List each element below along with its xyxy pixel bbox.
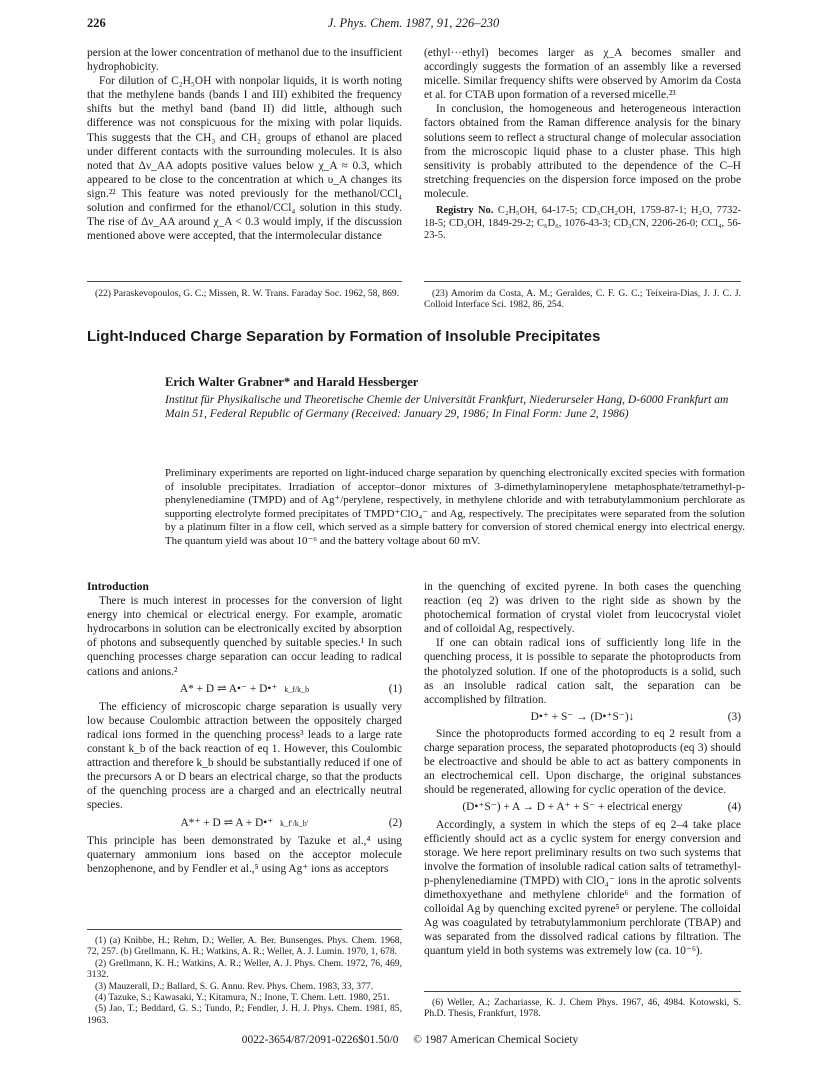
body-paragraph: persion at the lower concentration of methanol due to the insufficient hydrophobicity. <box>87 47 402 74</box>
footnote: (5) Jao, T.; Beddard, G. S.; Tundo, P.; Fendler, J. H. J. Phys. Chem. 1981, 85, 1963. <box>87 1003 402 1026</box>
body-paragraph: The efficiency of microscopic charge separation is usually very low because Coulombic attraction between the oppositely charged radical ions formed in the quenching process³ leads to a large rate constant k_b of the back reaction of eq 1. However, this Coulombic attraction and therefore k_b should be substantially reduced if one of the precursors A or D bears an electrical charge, so that the products of the quenching process are a charged and an electrically neutral species. <box>87 700 402 812</box>
body-paragraph: In conclusion, the homogeneous and heterogeneous interaction factors obtained from the Raman difference analysis for the binary solutions seem to reflect a structural change of molecular association from the microscopic liquid phase to a cluster phase. This high sensitivity is probably attributed to the dependence of the C–H stretching frequencies on the dispersion force imposed on the probe molecule. <box>424 103 741 200</box>
footnote: (1) (a) Knibbe, H.; Rehm, D.; Weller, A. Ber. Bunsenges. Phys. Chem. 1968, 72, 257. (b) Grellmann, K. H.; Watkins, A. R.; Weller, A. J. Lumin. 1970, 1, 678. <box>87 935 402 958</box>
article-authors: Erich Walter Grabner* and Harald Hessberger <box>165 375 419 389</box>
copyright: © 1987 American Chemical Society <box>413 1034 579 1046</box>
intro-left-column <box>87 580 402 876</box>
rate-constants: k_f′/k_b′ <box>280 818 309 828</box>
prev-article-left-column <box>87 46 402 243</box>
footnote: (4) Tazuke, S.; Kawasaki, Y.; Kitamura, N.; Inone, T. Chem. Lett. 1980, 251. <box>95 992 390 1004</box>
equation-1-number: (1) <box>388 683 402 696</box>
footnote: (2) Grellmann, K. H.; Watkins, A. R.; Weller, A. J. Phys. Chem. 1972, 76, 469, 3132. <box>87 957 402 981</box>
body-paragraph: in the quenching of excited pyrene. In both cases the quenching reaction (eq 2) was driven to the right side as shown by the photochemical formation of crystal violet from leucocrystal violet and of colloidal Ag, respectively. <box>424 581 741 636</box>
footnote-23: (23) Amorim da Costa, A. M.; Geraldes, C. F. G. C.; Teixeira-Dias, J. J. C. J. Colloid Interface Sci. 1982, 86, 254. <box>424 288 741 311</box>
equation-2-body: A*⁺ + D ⇌ A + D•⁺ k_f′/k_b′ <box>180 816 309 829</box>
equation-1 <box>87 682 402 697</box>
footnote-22: (22) Paraskevopoulos, G. C.; Missen, R. W. Trans. Faraday Soc. 1962, 58, 869. <box>95 288 400 299</box>
equation-3-number: (3) <box>727 710 741 723</box>
page-footer <box>0 1034 820 1046</box>
registry-numbers <box>424 205 741 243</box>
registry-label: Registry No. <box>436 205 494 217</box>
article-abstract: Preliminary experiments are reported on light-induced charge separation by quenching electronically excited species with formation of insoluble precipitates. Irradiation of acceptor–donor mixtures of 3-dimethylaminoperylene metaphosphate/tetramethyl-p-phenylenediamine (TMPD) and of Ag⁺/perylene, respectively, in methylene chloride and with tetrabutylammonium perchlorate as supporting electrolyte formed precipitates of TMPD⁺ClO₄⁻ and Ag, respectively. The precipitates were separated from the solution by a platinum filter in a flow cell, which served as a simple battery for conversion of stored chemical energy into electrical energy. The quantum yield was about 10⁻⁶ and the battery voltage about 60 mV. <box>165 467 745 547</box>
equation-2-number: (2) <box>388 817 402 829</box>
journal-citation: J. Phys. Chem. 1987, 91, 226–230 <box>327 16 500 30</box>
body-paragraph: (ethyl···ethyl) becomes larger as χ_A becomes smaller and accordingly suggests the formation of an assembly like a reversed micelle. Similar frequency shifts were observed by Amorim da Costa et al. for CTAB upon formation of a reversed micelle.²³ <box>424 47 741 102</box>
footnotes-right <box>424 997 741 1020</box>
rate-constants: k_f/k_b <box>284 684 310 694</box>
footnote-divider <box>424 991 741 992</box>
intro-right-column <box>424 580 741 958</box>
equation-1-body: A* + D ⇌ A•⁻ + D•⁺ k_f/k_b <box>179 682 310 695</box>
article-title: Light-Induced Charge Separation by Formation of Insoluble Precipitates <box>87 329 601 345</box>
equation-3: D•⁺ + S⁻ → (D•⁺S⁻)↓ (3) <box>530 710 741 723</box>
equation-4-number: (4) <box>727 801 741 814</box>
page-number: 226 <box>87 16 106 30</box>
footnote-divider <box>87 281 402 282</box>
body-paragraph: Accordingly, a system in which the steps of eq 2–4 take place efficiently should act as a cyclic system for energy conversion and storage. We here report preliminary results on two such systems that involve the formation of insoluble radical cation salts of tetramethyl-p-phenylenediamine (TMPD) with ClO₄⁻ ions in the aprotic solvents dimethoxyethane and methylene chloride⁶ and the formation of colloidal Ag by quenching excited pyrene⁵ or perylene. The colloidal Ag was coagulated by tetrabutylammonium perchlorate (TBAP) and was separated from the dissolved radical cations by filtration. The quantum yield in both systems was extremely low (ca. 10⁻⁶). <box>424 818 741 958</box>
body-paragraph: There is much interest in processes for the conversion of light energy into chemical or electrical energy. For example, aromatic hydrocarbons in solution can be electronically excited by absorption of photons and subsequently quenched by suitable species.¹ In such quenching processes charge separation can occur leading to radical cations and anions.² <box>87 595 402 678</box>
body-paragraph: This principle has been demonstrated by Tazuke et al.,⁴ using quaternary ammonium ions based on the acceptor molecule benzophenone, and by Fendler et al.,⁵ using Ag⁺ ions as acceptors <box>87 834 402 875</box>
section-heading: Introduction <box>87 581 149 593</box>
prev-article-right-column <box>424 46 741 243</box>
footnote-divider <box>87 929 402 930</box>
article-code: 0022-3654/87/2091-0226$01.50/0 <box>241 1034 399 1046</box>
footnote-divider <box>424 281 741 282</box>
registry-text: C₂H₅OH, 64-17-5; CD₃CH₂OH, 1759-87-1; H₂O, 7732-18-5; CD₃OH, 1849-29-2; C₆D₆, 1076-43-3; CD₃CN, 2206-26-0; CCl₄, 56-23-5. <box>424 205 741 242</box>
body-paragraph: Since the photoproducts formed according to eq 2 result from a charge separation process, the separated photoproducts (eq 3) should be electroactive and should be able to act as battery components in an electrochemical cell. Upon discharge, the original substances should be regenerated, allowing for cyclic operation of the device. <box>424 727 741 797</box>
article-affiliation: Institut für Physikalische und Theoretische Chemie der Universität Frankfurt, Niederurseler Hang, D-6000 Frankfurt am Main 51, Federal Republic of Germany (Received: January 29, 1986; In Final Form: June 2, 1986) <box>165 393 729 421</box>
equation-4: (D•⁺S⁻) + A → D + A⁺ + S⁻ + electrical energy (4) <box>462 801 741 814</box>
running-header <box>87 16 740 34</box>
equation-2 <box>87 816 402 831</box>
body-paragraph: If one can obtain radical ions of sufficiently long life in the quenching process, it is possible to separate the photoproducts from the photolyzed solution. If one of the photoproducts is a solid, such as an insoluble radical cation salt, the separation can be accomplished by filtration. <box>424 637 741 706</box>
footnote: (3) Mauzerall, D.; Ballard, S. G. Annu. Rev. Phys. Chem. 1983, 33, 377. <box>95 980 374 992</box>
footnote: (6) Weller, A.; Zachariasse, K. J. Chem Phys. 1967, 46, 4984. Kotowski, S. Ph.D. Thesis, Frankfurt, 1978. <box>424 997 741 1020</box>
body-paragraph: For dilution of C₂H₅OH with nonpolar liquids, it is worth noting that the methylene bands (bands I and III) exhibited the frequency shifts but the methyl band (band II) did little, although such difference was not conspicuous for the mixing with polar liquids. This suggests that the CH₃ and CH₂ groups of ethanol are placed under different contacts with the surrounding molecules. It is also noted that Δν_AA adopts positive values below χ_A ≈ 0.3, which appeared to be close to the concentration at which υ_A changes its sign.²² This feature was noted previously for the methanol/CCl₄ solution and confirmed for the ethanol/CCl₄ solution in this study. The rise of Δν_AA around χ_A < 0.3 would imply, if the discussion mentioned above were accepted, that the intermolecular distance <box>87 75 402 243</box>
footnotes-left <box>87 935 402 1026</box>
